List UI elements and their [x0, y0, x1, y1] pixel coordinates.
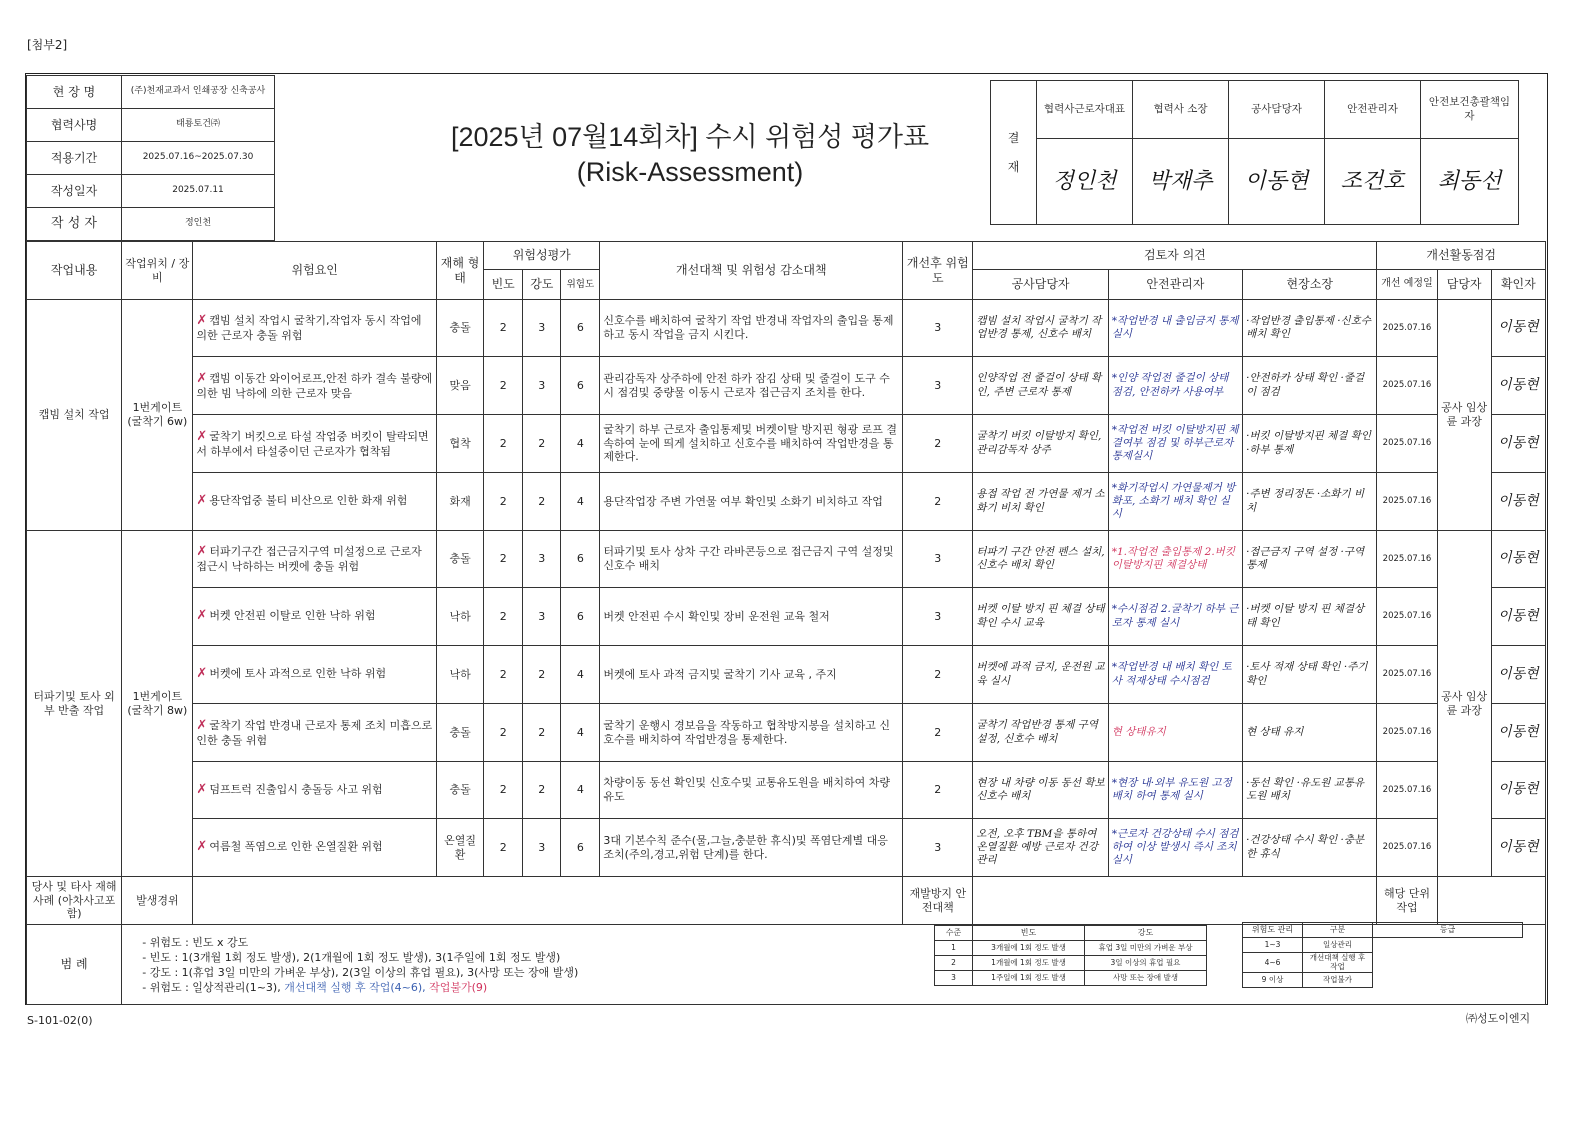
location-cell: 1번게이트 (굴착기 6w): [122, 300, 193, 531]
grade-label: 위험도 관리: [1243, 923, 1303, 938]
freq-cell: 2: [484, 300, 523, 357]
severity-cell: 3: [523, 357, 561, 415]
measure-cell: 버켓 안전핀 수시 확인및 장비 운전원 교육 철저: [600, 588, 903, 646]
measure-cell: 관리감독자 상주하에 안전 하카 잠김 상태 및 줄걸이 도구 수시 점검및 중량물 이동시 근로자 접근금지 조치를 한다.: [600, 357, 903, 415]
info-label: 적용기간: [27, 142, 122, 175]
unit-label: 해당 단위작업: [1377, 877, 1437, 925]
confirm-signature: 이동현: [1491, 762, 1545, 819]
confirm-signature: 이동현: [1491, 473, 1545, 531]
legend-line: - 빈도 : 1(3개월 1회 정도 발생), 2(1개월에 1회 정도 발생), 3(1주일에 1회 정도 발생): [142, 951, 561, 964]
header-risk: 위험도: [561, 270, 600, 300]
confirm-signature: 이동현: [1491, 819, 1545, 877]
attachment-label: [첨부2]: [27, 38, 68, 52]
type-cell: 맞음: [437, 357, 484, 415]
type-cell: 충돌: [437, 704, 484, 762]
scale-row: [935, 971, 1207, 986]
check-mark-icon: ✗: [196, 839, 208, 855]
confirm-signature: 이동현: [1491, 531, 1545, 588]
scale-cell: 3개월에 1회 정도 발생: [973, 941, 1085, 956]
info-label: 작 성 자: [27, 208, 122, 241]
approval-table: [990, 80, 1519, 225]
scale-cell: 2: [935, 956, 973, 971]
header-planned: 개선 예정일: [1377, 270, 1437, 300]
reviewer2-note: *작업반경 내 출입금지 통제 실시: [1108, 300, 1242, 357]
legend-line: - 위험도 : 빈도 x 강도: [142, 936, 249, 949]
header-type: 재해 형태: [437, 242, 484, 300]
hazard-cell: ✗ 용단작업중 불티 비산으로 인한 화재 위험: [193, 473, 437, 531]
confirm-signature: 이동현: [1491, 588, 1545, 646]
severity-cell: 2: [523, 762, 561, 819]
info-label: 작성일자: [27, 175, 122, 208]
signature: 박재추: [1133, 139, 1229, 225]
measure-cell: 굴착기 하부 근로자 출입통제및 버켓이탈 방지핀 형광 로프 결속하여 눈에 띄게 설치하고 신호수를 배치하여 작업반경을 통제한다.: [600, 415, 903, 473]
reviewer3-note: ·건강상태 수시 확인 ·충분한 휴식: [1243, 819, 1377, 877]
type-cell: 충돌: [437, 762, 484, 819]
info-table: [26, 75, 275, 241]
check-mark-icon: ✗: [196, 493, 208, 509]
table-row: [27, 762, 1546, 819]
freq-cell: 2: [484, 473, 523, 531]
freq-cell: 2: [484, 762, 523, 819]
doc-code: S-101-02(0): [27, 1014, 93, 1027]
info-value: 2025.07.16~2025.07.30: [122, 142, 275, 175]
signature: 이동현: [1229, 139, 1325, 225]
risk-cell: 6: [561, 531, 600, 588]
scale-header: 수준: [935, 926, 973, 941]
grade-cell: 일상관리: [1303, 938, 1373, 953]
header-freq: 빈도: [484, 270, 523, 300]
severity-cell: 3: [523, 300, 561, 357]
work-cell: 터파기및 토사 외부 반출 작업: [27, 531, 122, 877]
page-title: [395, 120, 985, 190]
freq-cell: 2: [484, 704, 523, 762]
scale-cell: 3일 이상의 휴업 필요: [1085, 956, 1207, 971]
approval-label: 결 재: [991, 81, 1037, 225]
header-reviewer3: 현장소장: [1243, 270, 1377, 300]
risk-cell: 6: [561, 357, 600, 415]
reviewer1-note: 굴착기 버킷 이탈방지 확인, 관리감독자 상주: [973, 415, 1108, 473]
approval-col: 협력사 소장: [1133, 81, 1229, 139]
reviewer2-note: *화기작업시 가연물제거 방화포, 소화기 배치 확인 실시: [1108, 473, 1242, 531]
hazard-cell: ✗ 덤프트럭 진출입시 충돌등 사고 위험: [193, 762, 437, 819]
reviewer1-note: 캡빔 설치 작업시 굴착기 작업반경 통제, 신호수 배치: [973, 300, 1108, 357]
check-mark-icon: ✗: [196, 544, 208, 559]
header-reviewer2: 안전관리자: [1108, 270, 1242, 300]
reviewer2-note: *인양 작업전 줄걸이 상태 점검, 안전하카 사용여부: [1108, 357, 1242, 415]
hazard-cell: ✗ 캡빔 설치 작업시 굴착기,작업자 동시 작업에 의한 근로자 충돌 위험: [193, 300, 437, 357]
header-work: 작업내용: [27, 242, 122, 300]
table-row: [27, 357, 1546, 415]
table-row: [27, 415, 1546, 473]
table-row: [27, 300, 1546, 357]
measure-cell: 버켓에 토사 과적 금지및 굴착기 기사 교육 , 주지: [600, 646, 903, 704]
check-mark-icon: ✗: [196, 370, 208, 386]
header-location: 작업위치 / 장비: [122, 242, 193, 300]
confirm-signature: 이동현: [1491, 357, 1545, 415]
info-value: 정인천: [122, 208, 275, 241]
approval-col: 공사담당자: [1229, 81, 1325, 139]
reviewer2-note: 현 상태유지: [1108, 704, 1242, 762]
severity-cell: 3: [523, 819, 561, 877]
company-name: ㈜성도이엔지: [1466, 1012, 1531, 1025]
grade-cell: 4~6: [1243, 953, 1303, 973]
after-risk-cell: 3: [903, 531, 973, 588]
freq-cell: 2: [484, 588, 523, 646]
planned-date: 2025.07.16: [1377, 415, 1437, 473]
grade-cell: 개선대책 실행 후 작업: [1303, 953, 1373, 973]
check-mark-icon: ✗: [196, 781, 208, 797]
severity-cell: 2: [523, 704, 561, 762]
title-line2: (Risk-Assessment): [576, 157, 804, 188]
measure-cell: 굴착기 운행시 경보음을 작동하고 협착방지봉을 설치하고 신호수를 배치하여 작업반경을 통제한다.: [600, 704, 903, 762]
reviewer1-note: 터파기 구간 안전 펜스 설치, 신호수 배치 확인: [973, 531, 1108, 588]
scale-header: 빈도: [973, 926, 1085, 941]
severity-cell: 2: [523, 415, 561, 473]
planned-date: 2025.07.16: [1377, 646, 1437, 704]
grade-cell: 1~3: [1243, 938, 1303, 953]
header-owner: 담당자: [1437, 270, 1491, 300]
risk-cell: 6: [561, 819, 600, 877]
reviewer3-note: ·안전하카 상태 확인 ·줄걸이 점검: [1243, 357, 1377, 415]
type-cell: 협착: [437, 415, 484, 473]
type-cell: 충돌: [437, 300, 484, 357]
reviewer3-note: ·동선 확인 ·유도원 교통유도원 배치: [1243, 762, 1377, 819]
reviewer1-note: 인양작업 전 줄걸이 상태 확인, 주변 근로자 통제: [973, 357, 1108, 415]
header-confirmer: 확인자: [1491, 270, 1545, 300]
signature: 정인천: [1037, 139, 1133, 225]
table-row: [27, 531, 1546, 588]
signature: 조건호: [1325, 139, 1421, 225]
severity-cell: 3: [523, 531, 561, 588]
legend-grade-table: [1242, 922, 1523, 988]
risk-cell: 4: [561, 415, 600, 473]
after-risk-cell: 2: [903, 704, 973, 762]
table-row: [27, 588, 1546, 646]
work-cell: 캡빔 설치 작업: [27, 300, 122, 531]
info-label: 현 장 명: [27, 76, 122, 109]
scale-cell: 사망 또는 장애 발생: [1085, 971, 1207, 986]
risk-cell: 6: [561, 300, 600, 357]
prevention-label: 재발방지 안전대책: [903, 877, 973, 925]
check-mark-icon: ✗: [196, 313, 208, 328]
after-risk-cell: 3: [903, 819, 973, 877]
approval-col: 협력사근로자대표: [1037, 81, 1133, 139]
reviewer3-note: ·작업반경 출입통제 ·신호수 배치 확인: [1243, 300, 1377, 357]
header-severity: 강도: [523, 270, 561, 300]
table-row: [27, 646, 1546, 704]
risk-rows: [27, 300, 1546, 877]
measure-cell: 3대 기본수칙 준수(물,그늘,충분한 휴식)및 폭염단계별 대응 조치(주의,경고,위험 단계)를 한다.: [600, 819, 903, 877]
measure-cell: 터파기및 토사 상차 구간 라바콘등으로 접근금지 구역 설정및 신호수 배치: [600, 531, 903, 588]
reviewer1-note: 굴착기 작업반경 통제 구역 설정, 신호수 배치: [973, 704, 1108, 762]
hazard-cell: ✗ 여름철 폭염으로 인한 온열질환 위험: [193, 819, 437, 877]
legend-text: [142, 935, 578, 995]
type-cell: 화재: [437, 473, 484, 531]
scale-cell: 휴업 3일 미만의 가벼운 부상: [1085, 941, 1207, 956]
measure-cell: 차량이동 동선 확인및 신호수및 교통유도원을 배치하여 차량 유도: [600, 762, 903, 819]
header-reviewer1: 공사담당자: [973, 270, 1108, 300]
measure-cell: 신호수를 배치하여 굴착기 작업 반경내 작업자의 출입을 통제하고 동시 작업을 금지 시킨다.: [600, 300, 903, 357]
reviewer1-note: 버켓에 과적 금지, 운전원 교육 실시: [973, 646, 1108, 704]
reviewer3-note: ·버킷 이탈방지핀 체결 확인 ·하부 통제: [1243, 415, 1377, 473]
scale-row: [935, 956, 1207, 971]
risk-cell: 4: [561, 473, 600, 531]
planned-date: 2025.07.16: [1377, 300, 1437, 357]
hazard-cell: ✗ 굴착기 버킷으로 타설 작업중 버킷이 탈락되면서 하부에서 타설중이던 근로자가 협착됨: [193, 415, 437, 473]
table-row: [27, 819, 1546, 877]
reviewer3-note: ·접근금지 구역 설정 ·구역 통제: [1243, 531, 1377, 588]
legend-label: 범 례: [27, 925, 122, 1005]
hazard-cell: ✗ 캡빔 이동간 와이어로프,안전 하카 결속 불량에 의한 빔 낙하에 의한 근로자 맞음: [193, 357, 437, 415]
confirm-signature: 이동현: [1491, 415, 1545, 473]
planned-date: 2025.07.16: [1377, 704, 1437, 762]
risk-cell: 4: [561, 762, 600, 819]
history-value: [193, 877, 903, 925]
check-mark-icon: ✗: [196, 717, 208, 733]
reviewer1-note: 버켓 이탈 방지 핀 체결 상태 확인 수시 교육: [973, 588, 1108, 646]
type-cell: 충돌: [437, 531, 484, 588]
signature: 최동선: [1421, 139, 1519, 225]
reviewer3-note: ·토사 적재 상태 확인 ·주기 확인: [1243, 646, 1377, 704]
risk-cell: 6: [561, 588, 600, 646]
reviewer1-note: 현장 내 차량 이동 동선 확보 신호수 배치: [973, 762, 1108, 819]
check-mark-icon: ✗: [196, 666, 208, 682]
owner-cell: 공사 임상륜 과장: [1437, 300, 1491, 531]
location-cell: 1번게이트 (굴착기 8w): [122, 531, 193, 877]
confirm-signature: 이동현: [1491, 704, 1545, 762]
info-label: 협력사명: [27, 109, 122, 142]
accident-label: 당사 및 타사 재해사례 (아차사고포함): [27, 877, 122, 925]
hazard-cell: ✗ 버켓에 토사 과적으로 인한 낙하 위험: [193, 646, 437, 704]
info-value: 2025.07.11: [122, 175, 275, 208]
risk-cell: 4: [561, 704, 600, 762]
reviewer3-note: 현 상태 유지: [1243, 704, 1377, 762]
reviewer1-note: 용접 작업 전 가연물 제거 소화기 비치 확인: [973, 473, 1108, 531]
planned-date: 2025.07.16: [1377, 819, 1437, 877]
freq-cell: 2: [484, 819, 523, 877]
scale-row: [935, 941, 1207, 956]
freq-cell: 2: [484, 415, 523, 473]
after-risk-cell: 3: [903, 357, 973, 415]
grade-header: 등급: [1373, 923, 1523, 938]
planned-date: 2025.07.16: [1377, 762, 1437, 819]
planned-date: 2025.07.16: [1377, 531, 1437, 588]
header-review: 검토자 의견: [973, 242, 1377, 270]
legend-line: - 위험도 : 일상적관리(1~3), 개선대책 실행 후 작업(4~6), 작업불가(9): [142, 981, 488, 994]
table-row: [27, 473, 1546, 531]
after-risk-cell: 3: [903, 300, 973, 357]
grade-cell: 9 이상: [1243, 972, 1303, 987]
unit-value: [1437, 877, 1545, 925]
approval-col: 안전보건총괄책임자: [1421, 81, 1519, 139]
scale-cell: 1개월에 1회 정도 발생: [973, 956, 1085, 971]
planned-date: 2025.07.16: [1377, 473, 1437, 531]
reviewer2-note: *근로자 건강상태 수시 점검하여 이상 발생시 즉시 조치 실시: [1108, 819, 1242, 877]
header-measures: 개선대책 및 위험성 감소대책: [600, 242, 903, 300]
freq-cell: 2: [484, 646, 523, 704]
table-row: [27, 704, 1546, 762]
reviewer2-note: *작업반경 내 배치 확인 토사 적재상태 수시점검: [1108, 646, 1242, 704]
reviewer1-note: 오전, 오후 TBM을 통하여 온열질환 예방 근로자 건강관리: [973, 819, 1108, 877]
planned-date: 2025.07.16: [1377, 357, 1437, 415]
severity-cell: 3: [523, 588, 561, 646]
grade-header: 구분: [1303, 923, 1373, 938]
legend-line: - 강도 : 1(휴업 3일 미만의 가벼운 부상), 2(3일 이상의 휴업 필요), 3(사망 또는 장애 발생): [142, 966, 579, 979]
after-risk-cell: 2: [903, 473, 973, 531]
scale-cell: 1: [935, 941, 973, 956]
reviewer3-note: ·버켓 이탈 방지 핀 체결상태 확인: [1243, 588, 1377, 646]
reviewer2-note: *수시점검 2.굴착기 하부 근로자 통제 실시: [1108, 588, 1242, 646]
scale-cell: 1주일에 1회 정도 발생: [973, 971, 1085, 986]
check-mark-icon: ✗: [196, 608, 208, 624]
reviewer2-note: *1.작업전 출입통제 2.버킷 이탈방지핀 체결상태: [1108, 531, 1242, 588]
after-risk-cell: 2: [903, 646, 973, 704]
header-hazard: 위험요인: [193, 242, 437, 300]
approval-col: 안전관리자: [1325, 81, 1421, 139]
reviewer2-note: *현장 내·외부 유도원 고정배치 하여 통제 실시: [1108, 762, 1242, 819]
type-cell: 온열질환: [437, 819, 484, 877]
type-cell: 낙하: [437, 646, 484, 704]
type-cell: 낙하: [437, 588, 484, 646]
header-after-risk: 개선후 위험도: [903, 242, 973, 300]
grade-cell: 작업불가: [1303, 972, 1373, 987]
legend-scale-table: [934, 925, 1207, 986]
scale-header: 강도: [1085, 926, 1207, 941]
risk-cell: 4: [561, 646, 600, 704]
after-risk-cell: 2: [903, 762, 973, 819]
history-label: 발생경위: [122, 877, 193, 925]
confirm-signature: 이동현: [1491, 300, 1545, 357]
confirm-signature: 이동현: [1491, 646, 1545, 704]
info-value: (주)천재교과서 인쇄공장 신축공사: [122, 76, 275, 109]
freq-cell: 2: [484, 357, 523, 415]
risk-table: [26, 241, 1546, 1005]
hazard-cell: ✗ 굴착기 작업 반경내 근로자 통제 조치 미흡으로 인한 충돌 위험: [193, 704, 437, 762]
reviewer3-note: ·주변 정리정돈 ·소화기 비치: [1243, 473, 1377, 531]
hazard-cell: ✗ 버켓 안전핀 이탈로 인한 낙하 위험: [193, 588, 437, 646]
freq-cell: 2: [484, 531, 523, 588]
after-risk-cell: 2: [903, 415, 973, 473]
severity-cell: 2: [523, 646, 561, 704]
grade-row: [1243, 953, 1523, 973]
header-risk-eval: 위험성평가: [484, 242, 600, 270]
check-mark-icon: ✗: [196, 428, 208, 444]
info-value: 태룡토건㈜: [122, 109, 275, 142]
after-risk-cell: 3: [903, 588, 973, 646]
grade-row: [1243, 938, 1523, 953]
prevention-value: [973, 877, 1377, 925]
planned-date: 2025.07.16: [1377, 588, 1437, 646]
grade-row: [1243, 972, 1523, 987]
scale-cell: 3: [935, 971, 973, 986]
header-activity: 개선활동점검: [1377, 242, 1546, 270]
owner-cell: 공사 임상륜 과장: [1437, 531, 1491, 877]
measure-cell: 용단작업장 주변 가연물 여부 확인및 소화기 비치하고 작업: [600, 473, 903, 531]
reviewer2-note: *작업전 버킷 이탈방지핀 체결여부 점검 및 하부근로자 통제실시: [1108, 415, 1242, 473]
title-line1: [2025년 07월14회차] 수시 위험성 평가표: [450, 122, 930, 152]
severity-cell: 2: [523, 473, 561, 531]
hazard-cell: ✗ 터파기구간 접근금지구역 미설정으로 근로자 접근시 낙하하는 버켓에 충돌 위험: [193, 531, 437, 588]
